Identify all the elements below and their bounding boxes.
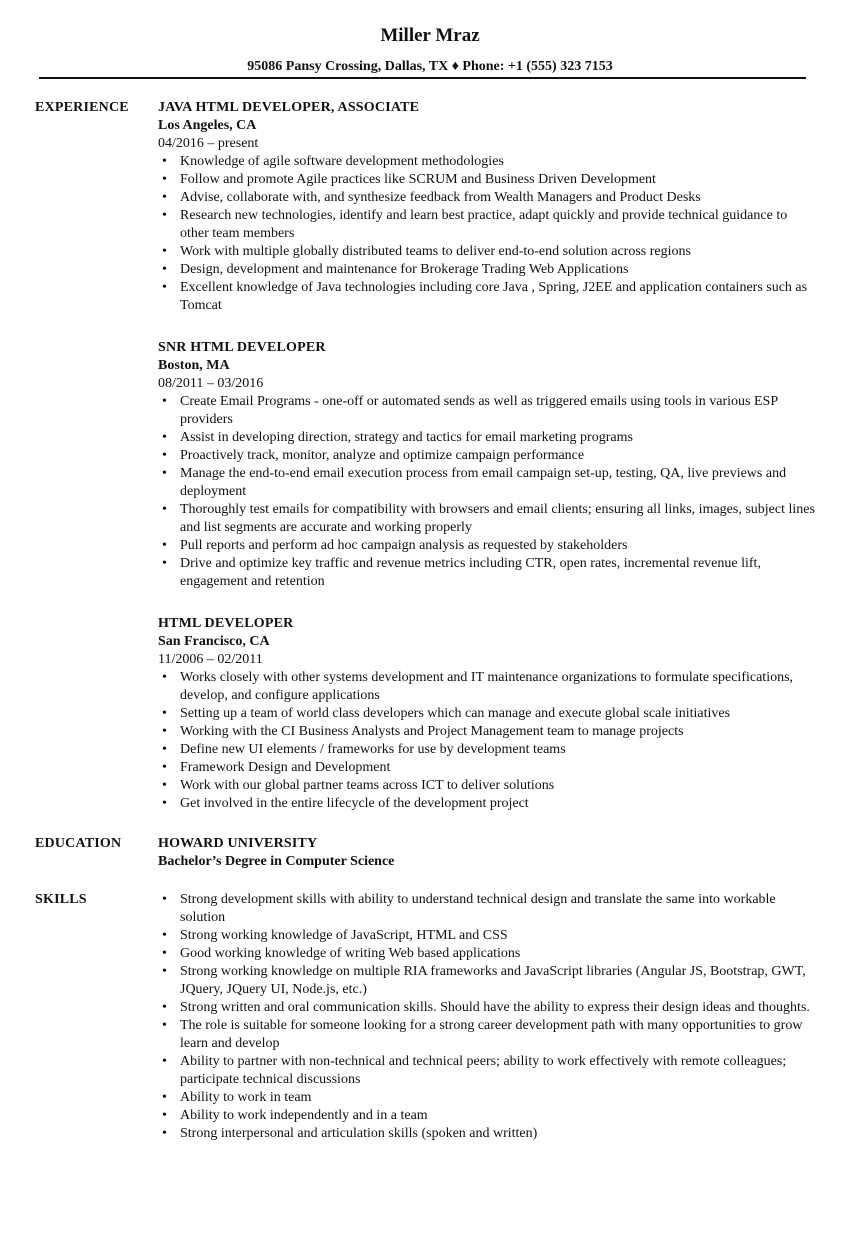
list-item: • Research new technologies, identify and learn best practice, adapt quickly and provide technical guidance to other team members [158, 207, 818, 243]
list-item: • The role is suitable for someone looking for a strong career development path with many opportunities to grow learn and develop [158, 1017, 818, 1053]
job-dates: 04/2016 – present [158, 136, 259, 151]
job-location: Boston, MA [158, 358, 230, 373]
job-location: Los Angeles, CA [158, 118, 257, 133]
job-dates: 11/2006 – 02/2011 [158, 652, 263, 667]
education-entry [158, 835, 818, 871]
job-location: San Francisco, CA [158, 634, 270, 649]
candidate-name: Miller Mraz [380, 25, 480, 46]
list-item: • Setting up a team of world class developers which can manage and execute global scale initiatives [158, 705, 818, 723]
job-entry [158, 339, 818, 591]
list-item: • Strong development skills with ability to understand technical design and translate the same into workable solution [158, 891, 818, 927]
list-item: • Work with our global partner teams across ICT to deliver solutions [158, 777, 818, 795]
list-item: • Good working knowledge of writing Web based applications [158, 945, 818, 963]
list-item: • Work with multiple globally distributed teams to deliver end-to-end solution across regions [158, 243, 818, 261]
section-label-experience: EXPERIENCE [35, 100, 129, 115]
list-item: • Thoroughly test emails for compatibility with browsers and email clients; ensuring all links, images, subject lines and list segments are accurate and working properly [158, 501, 818, 537]
job-bullets [158, 153, 818, 315]
list-item: • Ability to work in team [158, 1089, 818, 1107]
degree-name: Bachelor’s Degree in Computer Science [158, 854, 395, 869]
school-name: HOWARD UNIVERSITY [158, 836, 318, 851]
list-item: • Works closely with other systems development and IT maintenance organizations to formulate specifications, develop, and configure applications [158, 669, 818, 705]
list-item: • Assist in developing direction, strategy and tactics for email marketing programs [158, 429, 818, 447]
list-item: • Design, development and maintenance for Brokerage Trading Web Applications [158, 261, 818, 279]
header-divider [39, 77, 806, 79]
list-item: • Framework Design and Development [158, 759, 818, 777]
list-item: • Working with the CI Business Analysts and Project Management team to manage projects [158, 723, 818, 741]
section-label-education: EDUCATION [35, 836, 122, 851]
list-item: • Pull reports and perform ad hoc campaign analysis as requested by stakeholders [158, 537, 818, 555]
list-item: • Define new UI elements / frameworks for use by development teams [158, 741, 818, 759]
list-item: • Excellent knowledge of Java technologies including core Java , Spring, J2EE and application containers such as Tomcat [158, 279, 818, 315]
list-item: • Advise, collaborate with, and synthesize feedback from Wealth Managers and Product Desks [158, 189, 818, 207]
list-item: • Ability to work independently and in a team [158, 1107, 818, 1125]
job-title: HTML DEVELOPER [158, 616, 294, 631]
list-item: • Proactively track, monitor, analyze and optimize campaign performance [158, 447, 818, 465]
job-bullets [158, 669, 818, 813]
list-item: • Strong written and oral communication skills. Should have the ability to express their design ideas and thoughts. [158, 999, 818, 1017]
list-item: • Create Email Programs - one-off or automated sends as well as triggered emails using tools in various ESP providers [158, 393, 818, 429]
list-item: • Drive and optimize key traffic and revenue metrics including CTR, open rates, incremental revenue lift, engagement and retention [158, 555, 818, 591]
list-item: • Strong interpersonal and articulation skills (spoken and written) [158, 1125, 818, 1143]
list-item: • Knowledge of agile software development methodologies [158, 153, 818, 171]
skills-entry [158, 891, 818, 1143]
experience-list [158, 99, 818, 837]
contact-line: 95086 Pansy Crossing, Dallas, TX ♦ Phone: +1 (555) 323 7153 [247, 59, 613, 74]
list-item: • Ability to partner with non-technical and technical peers; ability to work effectively with remote colleagues; participate technical discussions [158, 1053, 818, 1089]
list-item: • Strong working knowledge on multiple RIA frameworks and JavaScript libraries (Angular JS, Bootstrap, GWT, JQuery, JQuery UI, Node.js, etc.) [158, 963, 818, 999]
list-item: • Manage the end-to-end email execution process from email campaign set-up, testing, QA, live previews and deployment [158, 465, 818, 501]
list-item: • Strong working knowledge of JavaScript, HTML and CSS [158, 927, 818, 945]
section-label-skills: SKILLS [35, 892, 87, 907]
job-dates: 08/2011 – 03/2016 [158, 376, 264, 391]
job-title: SNR HTML DEVELOPER [158, 340, 326, 355]
job-title: JAVA HTML DEVELOPER, ASSOCIATE [158, 100, 420, 115]
job-entry [158, 615, 818, 813]
skills-list [158, 891, 818, 1143]
list-item: • Get involved in the entire lifecycle of the development project [158, 795, 818, 813]
list-item: • Follow and promote Agile practices like SCRUM and Business Driven Development [158, 171, 818, 189]
job-entry [158, 99, 818, 315]
job-bullets [158, 393, 818, 591]
